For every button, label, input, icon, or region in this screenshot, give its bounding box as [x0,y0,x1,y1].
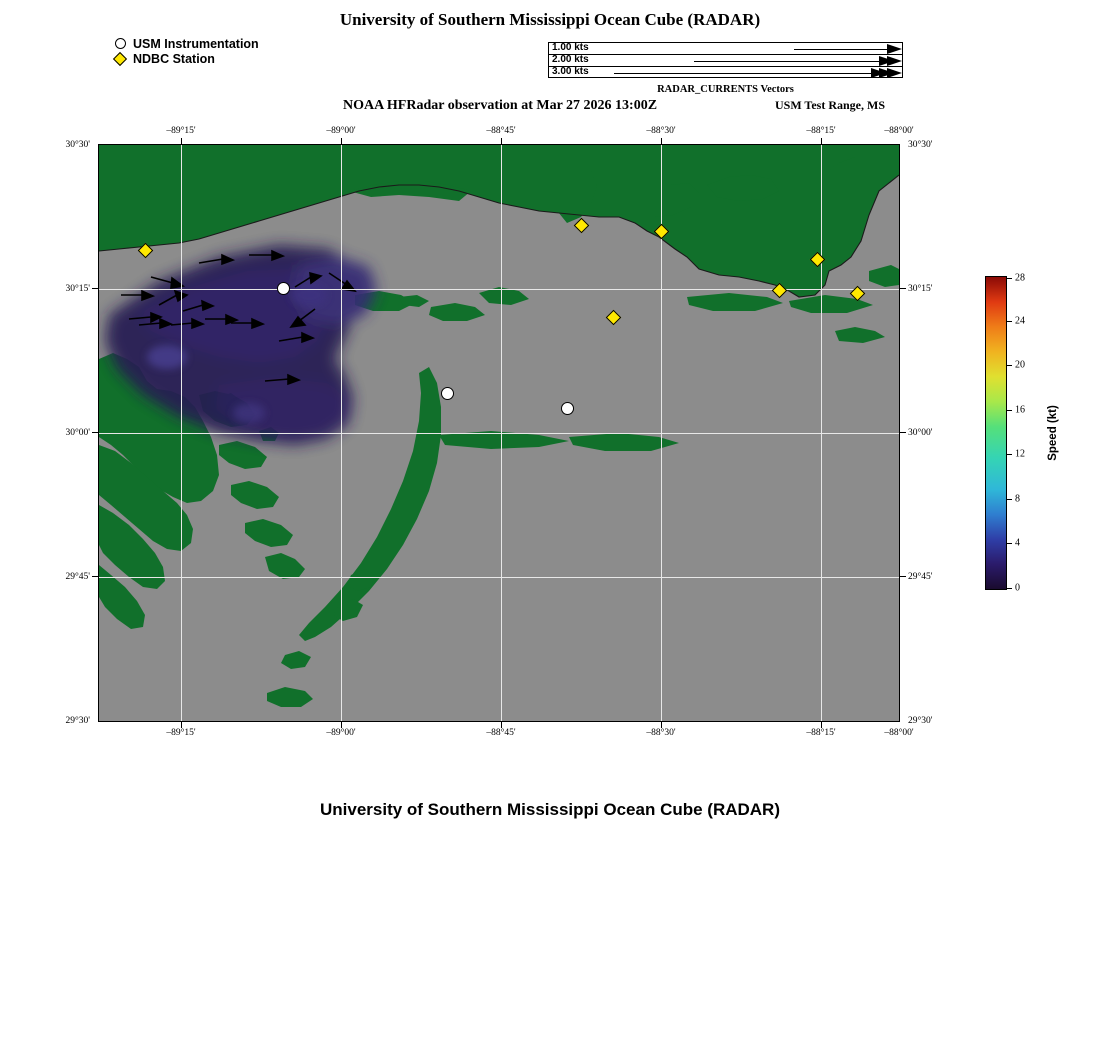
map-canvas[interactable] [98,144,900,722]
vector-key-arrow-2 [879,55,903,67]
map-inner[interactable] [99,145,899,721]
vector-key-row-1 [549,43,902,55]
legend-item-usm [110,36,259,51]
page-title: University of Southern Mississippi Ocean Cube (RADAR) [339,10,761,29]
vector-key-line-3 [614,73,894,74]
vector-key-arrow-3 [871,67,903,79]
x-tick-bottom-3: ‒88°30' [646,728,676,738]
y-tick-right-0: 30°30' [908,140,933,150]
x-tick-bottom-1: ‒89°00' [326,728,356,738]
legend-item-ndbc [110,51,259,66]
vector-key-row-3 [549,67,902,79]
colorbar-tick-28: 28 [1015,272,1025,284]
y-tick-right-1: 30°15' [908,284,933,294]
vector-key-label-1: 1.00 kts [552,42,589,53]
diamond-marker-icon [110,51,130,66]
x-tick-top-3: ‒88°30' [646,126,676,136]
x-tick-top-1: ‒89°00' [326,126,356,136]
vector-key-line-1 [794,49,894,50]
vector-key-label-3: 3.00 kts [552,66,589,77]
colorbar-tick-4: 4 [1015,537,1020,549]
x-tick-top-2: ‒88°45' [486,126,516,136]
x-tick-top-5: ‒88°00' [884,126,914,136]
legend-item-usm-label: USM Instrumentation [133,36,259,51]
y-tick-left-2: 30°00' [65,428,90,438]
marker-legend [110,36,259,66]
observation-subtitle: NOAA HFRadar observation at Mar 27 2026 13:00Z [342,98,658,113]
x-tick-bottom-4: ‒88°15' [806,728,836,738]
y-tick-left-3: 29°45' [65,572,90,582]
colorbar-tick-0: 0 [1015,582,1020,594]
x-tick-bottom-0: ‒89°15' [166,728,196,738]
usm-instrumentation-marker[interactable] [441,387,454,400]
range-label: USM Test Range, MS [774,98,885,112]
x-tick-bottom-2: ‒88°45' [486,728,516,738]
y-tick-right-2: 30°00' [908,428,933,438]
x-tick-top-0: ‒89°15' [166,126,196,136]
colorbar-tick-8: 8 [1015,493,1020,505]
circle-marker-icon [110,36,130,51]
colorbar-tick-24: 24 [1015,315,1025,327]
colorbar-tick-20: 20 [1015,359,1025,371]
usm-instrumentation-marker[interactable] [277,282,290,295]
colorbar-gradient [985,276,1007,590]
colorbar-tick-12: 12 [1015,448,1025,460]
footer-title: University of Southern Mississippi Ocean Cube (RADAR) [319,800,780,819]
vector-key-arrow-1 [887,43,903,55]
y-tick-right-4: 29°30' [908,716,933,726]
vector-scale-key [548,42,903,78]
colorbar-title: Speed (kt) [1047,405,1059,461]
colorbar-tick-16: 16 [1015,404,1025,416]
x-tick-top-4: ‒88°15' [806,126,836,136]
vector-key-caption: RADAR_CURRENTS Vectors [657,84,794,95]
vector-key-line-2 [694,61,894,62]
y-tick-right-3: 29°45' [908,572,933,582]
gridline-lat-30-00 [99,433,899,434]
y-tick-left-1: 30°15' [65,284,90,294]
y-tick-left-0: 30°30' [65,140,90,150]
vector-key-row-2 [549,55,902,67]
usm-instrumentation-marker[interactable] [561,402,574,415]
legend-item-ndbc-label: NDBC Station [133,51,215,66]
vector-key-label-2: 2.00 kts [552,54,589,65]
y-tick-left-4: 29°30' [65,716,90,726]
x-tick-bottom-5: ‒88°00' [884,728,914,738]
gridline-lat-29-45 [99,577,899,578]
